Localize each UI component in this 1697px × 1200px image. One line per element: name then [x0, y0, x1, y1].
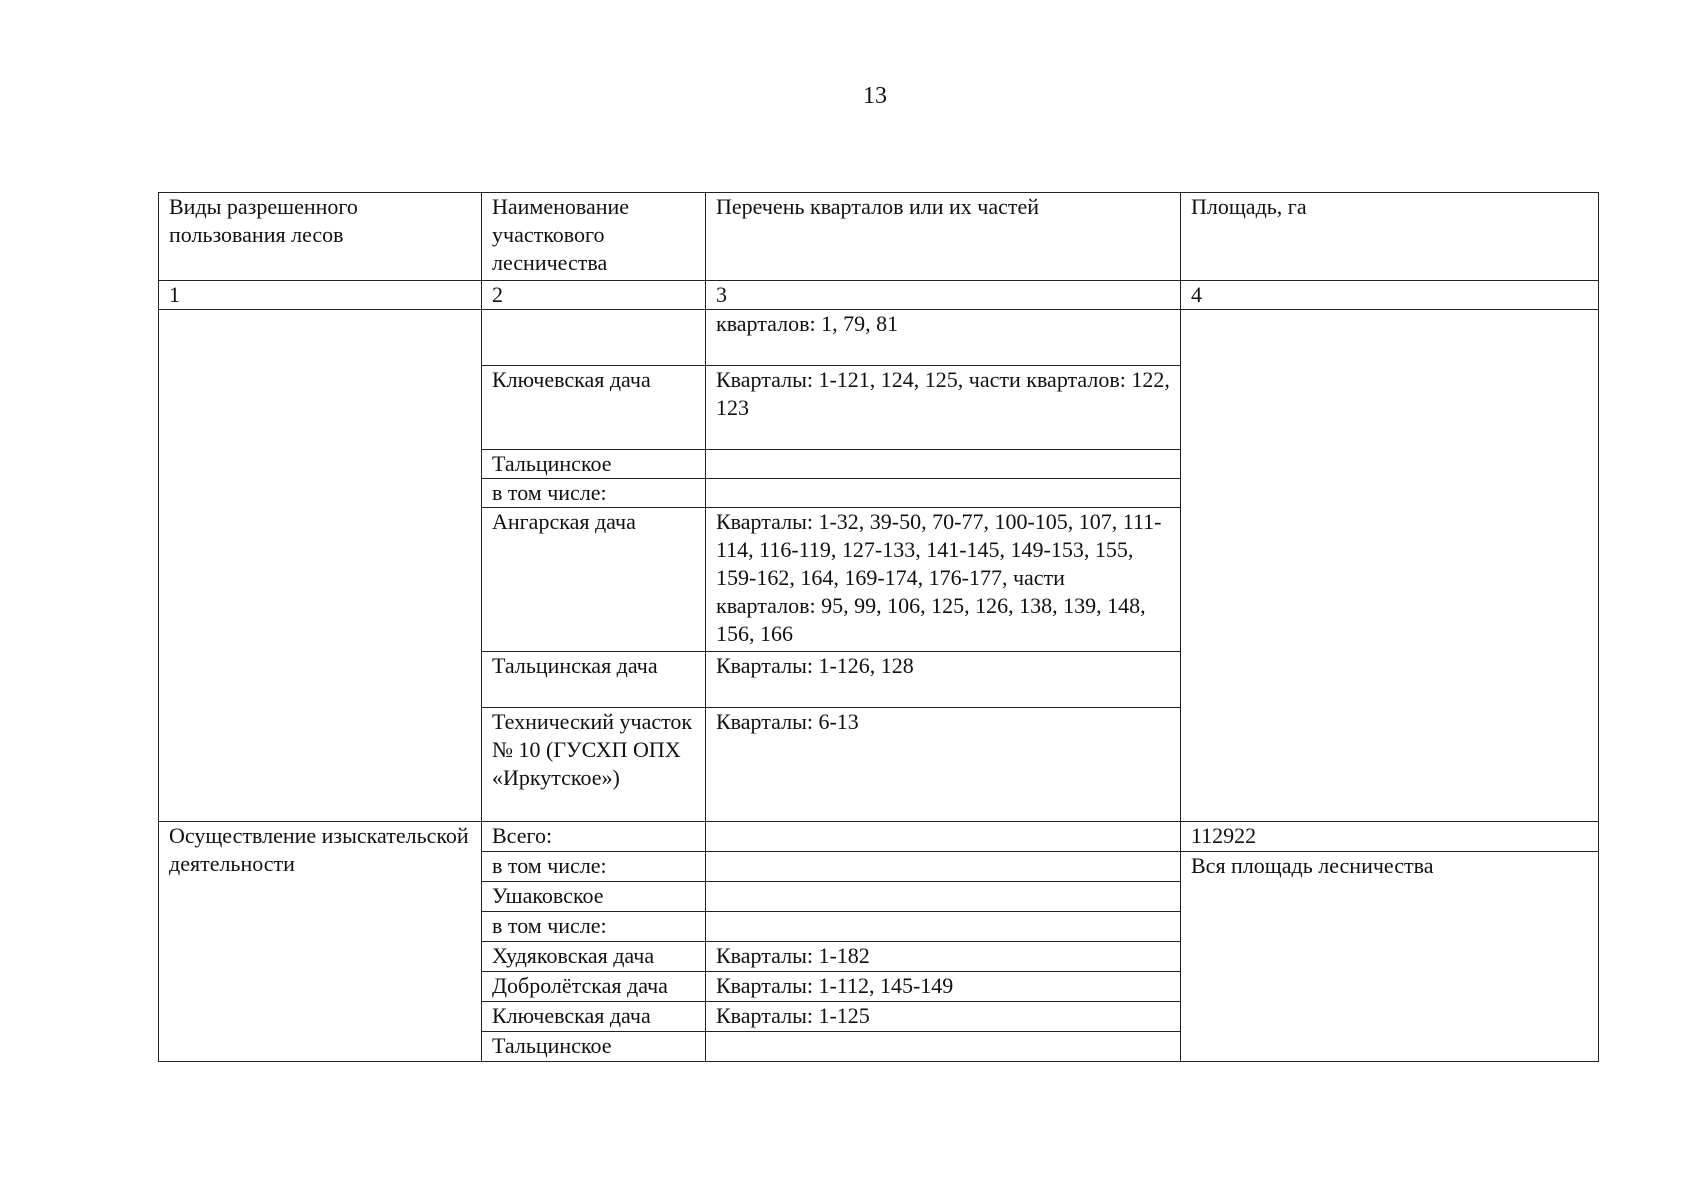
quarters-cell: Кварталы: 1-126, 128: [706, 652, 1181, 708]
forestry-name-cell: [482, 310, 706, 366]
area-cell-empty: [1181, 310, 1599, 822]
forestry-name-cell: Тальцинская дача: [482, 652, 706, 708]
quarters-cell: Кварталы: 6-13: [706, 708, 1181, 822]
quarters-cell: [706, 822, 1181, 852]
forestry-name-cell: Худяковская дача: [482, 942, 706, 972]
quarters-cell: Кварталы: 1-32, 39-50, 70-77, 100-105, 107, 111-114, 116-119, 127-133, 141-145, 149-153, 155, 159-162, 164, 169-174, 176-177, части кварталов: 95, 99, 106, 125, 126, 138, 139, 148, 156, 166: [706, 508, 1181, 652]
quarters-cell: [706, 1032, 1181, 1062]
header-quarters-list: Перечень кварталов или их частей: [706, 193, 1181, 281]
forestry-name-cell: в том числе:: [482, 479, 706, 508]
column-number: 2: [482, 281, 706, 310]
forestry-name-cell: Тальцинское: [482, 1032, 706, 1062]
quarters-cell: кварталов: 1, 79, 81: [706, 310, 1181, 366]
forestry-name-cell: в том числе:: [482, 852, 706, 882]
forestry-name-cell: Ключевская дача: [482, 1002, 706, 1032]
use-type-cell-empty: [159, 310, 482, 822]
column-number-row: [159, 281, 1599, 310]
quarters-cell: [706, 912, 1181, 942]
quarters-cell: [706, 479, 1181, 508]
quarters-cell: [706, 450, 1181, 479]
header-row: [159, 193, 1599, 281]
forestry-name-cell: Всего:: [482, 822, 706, 852]
quarters-cell: Кварталы: 1-121, 124, 125, части кварталов: 122, 123: [706, 366, 1181, 450]
quarters-cell: Кварталы: 1-125: [706, 1002, 1181, 1032]
area-note-cell: Вся площадь лесничества: [1181, 852, 1599, 1062]
page-number: 13: [863, 83, 887, 109]
forestry-name-cell: Тальцинское: [482, 450, 706, 479]
header-area: Площадь, га: [1181, 193, 1599, 281]
forestry-name-cell: Ключевская дача: [482, 366, 706, 450]
forestry-name-cell: Ушаковское: [482, 882, 706, 912]
forestry-name-cell: Ангарская дача: [482, 508, 706, 652]
table-row: [159, 310, 1599, 366]
forest-use-table: [158, 192, 1599, 1062]
quarters-cell: Кварталы: 1-112, 145-149: [706, 972, 1181, 1002]
forestry-name-cell: Технический участок № 10 (ГУСХП ОПХ «Иркутское»): [482, 708, 706, 822]
header-forestry-name: Наименование участкового лесничества: [482, 193, 706, 281]
column-number: 4: [1181, 281, 1599, 310]
forestry-name-cell: в том числе:: [482, 912, 706, 942]
column-number: 3: [706, 281, 1181, 310]
column-number: 1: [159, 281, 482, 310]
quarters-cell: [706, 882, 1181, 912]
table-row: [159, 822, 1599, 852]
quarters-cell: [706, 852, 1181, 882]
quarters-cell: Кварталы: 1-182: [706, 942, 1181, 972]
use-type-cell: Осуществление изыскательской деятельности: [159, 822, 482, 1062]
area-total-cell: 112922: [1181, 822, 1599, 852]
forestry-name-cell: Добролётская дача: [482, 972, 706, 1002]
header-use-type: Виды разрешенного пользования лесов: [159, 193, 482, 281]
